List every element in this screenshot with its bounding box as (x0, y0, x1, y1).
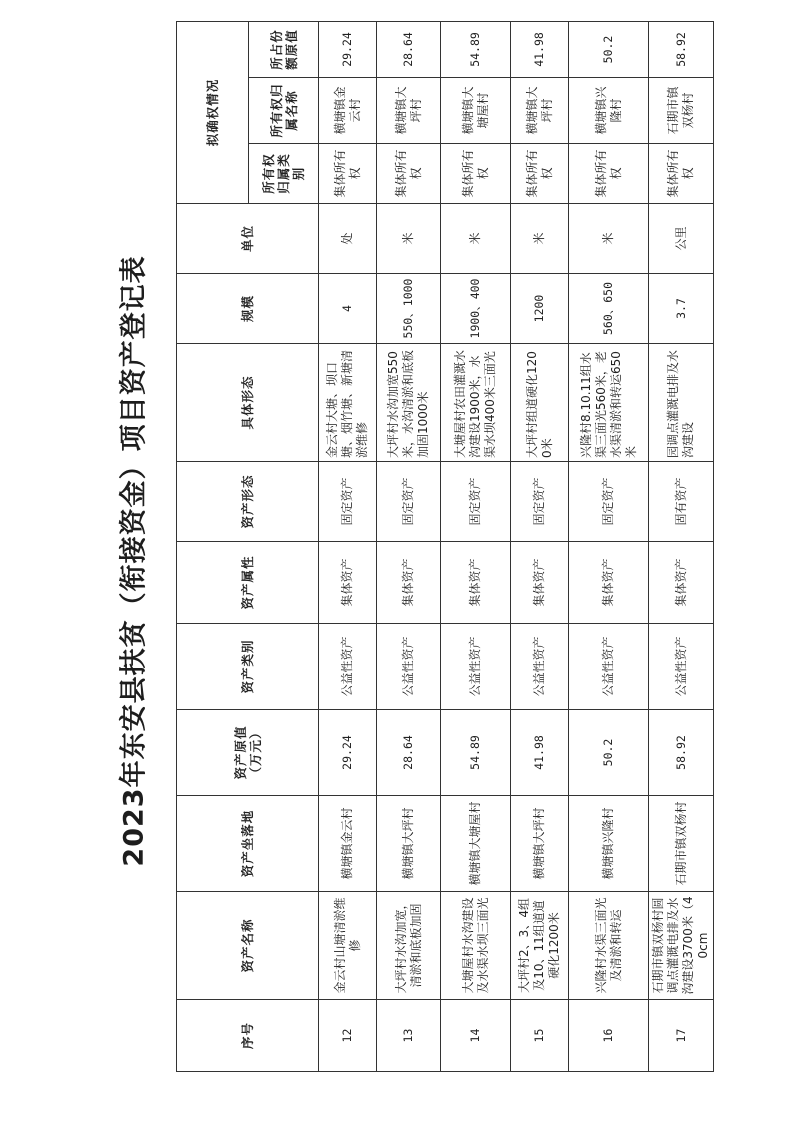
cell-scale: 4 (319, 274, 377, 344)
cell-share: 41.98 (511, 21, 569, 77)
cell-seq: 15 (511, 1000, 569, 1072)
header-value: 资产原值（万元） (177, 710, 319, 796)
cell-owner: 横塘镇大塘屋村 (441, 78, 511, 144)
cell-category: 公益性资产 (319, 624, 377, 710)
header-unit: 单位 (177, 204, 319, 274)
cell-location: 横塘镇大坪村 (377, 796, 441, 892)
cell-specific: 大坪村水沟加宽550米，水沟清淤和底板加固1000米 (377, 344, 441, 462)
cell-location: 横塘镇兴隆村 (569, 796, 649, 892)
header-share: 所占份额原值 (249, 21, 319, 77)
header-form: 资产形态 (177, 462, 319, 542)
cell-unit: 公里 (649, 204, 714, 274)
cell-scale: 1900、400 (441, 274, 511, 344)
cell-owner: 横塘镇大坪村 (511, 78, 569, 144)
cell-category: 公益性资产 (569, 624, 649, 710)
cell-attribute: 集体资产 (569, 542, 649, 624)
cell-own-type: 集体所有权 (511, 144, 569, 204)
cell-owner: 横塘镇金云村 (319, 78, 377, 144)
cell-location: 横塘镇金云村 (319, 796, 377, 892)
cell-unit: 米 (377, 204, 441, 274)
asset-register-table (176, 21, 714, 1072)
cell-scale: 3.7 (649, 274, 714, 344)
cell-attribute: 集体资产 (377, 542, 441, 624)
cell-unit: 米 (441, 204, 511, 274)
table-body (319, 21, 714, 1071)
table-header (177, 21, 319, 1071)
cell-owner: 横塘镇大坪村 (377, 78, 441, 144)
cell-own-type: 集体所有权 (649, 144, 714, 204)
table-row (441, 21, 511, 1071)
cell-name: 石期市镇双杨村圆调点灌溉电排及水沟建设3700米（40cm (649, 892, 714, 1000)
cell-form: 固有资产 (649, 462, 714, 542)
cell-unit: 米 (511, 204, 569, 274)
cell-scale: 550、1000 (377, 274, 441, 344)
cell-seq: 13 (377, 1000, 441, 1072)
table-row (319, 21, 377, 1071)
cell-name: 兴隆村水渠三面光及清淤和转运 (569, 892, 649, 1000)
cell-value: 58.92 (649, 710, 714, 796)
cell-attribute: 集体资产 (441, 542, 511, 624)
cell-share: 28.64 (377, 21, 441, 77)
cell-location: 横塘镇大塘屋村 (441, 796, 511, 892)
cell-value: 28.64 (377, 710, 441, 796)
cell-name: 金云村山塘清淤维修 (319, 892, 377, 1000)
cell-form: 固定资产 (319, 462, 377, 542)
cell-value: 41.98 (511, 710, 569, 796)
cell-share: 54.89 (441, 21, 511, 77)
cell-scale: 560、650 (569, 274, 649, 344)
cell-value: 54.89 (441, 710, 511, 796)
header-attribute: 资产属性 (177, 542, 319, 624)
cell-category: 公益性资产 (441, 624, 511, 710)
cell-own-type: 集体所有权 (569, 144, 649, 204)
cell-value: 29.24 (319, 710, 377, 796)
cell-form: 固定资产 (441, 462, 511, 542)
cell-specific: 大坪村组道硬化1200米 (511, 344, 569, 462)
header-own-type: 所有权归属类别 (249, 144, 319, 204)
cell-name: 大塘屋村水沟建设及水渠水坝三面光 (441, 892, 511, 1000)
cell-name: 大坪村水沟加宽，清淤和底板加固 (377, 892, 441, 1000)
table-row (377, 21, 441, 1071)
cell-own-type: 集体所有权 (441, 144, 511, 204)
cell-location: 横塘镇大坪村 (511, 796, 569, 892)
cell-unit: 米 (569, 204, 649, 274)
cell-scale: 1200 (511, 274, 569, 344)
cell-seq: 14 (441, 1000, 511, 1072)
cell-share: 29.24 (319, 21, 377, 77)
cell-form: 固定资产 (377, 462, 441, 542)
header-location: 资产坐落地 (177, 796, 319, 892)
cell-own-type: 集体所有权 (377, 144, 441, 204)
cell-name: 大坪村2、3、4组及10、11组道道硬化1200米 (511, 892, 569, 1000)
cell-category: 公益性资产 (511, 624, 569, 710)
table-row (511, 21, 569, 1071)
cell-form: 固定资产 (511, 462, 569, 542)
cell-owner: 石期市镇双杨村 (649, 78, 714, 144)
cell-own-type: 集体所有权 (319, 144, 377, 204)
cell-specific: 园调点灌溉电排及水沟建设 (649, 344, 714, 462)
cell-seq: 17 (649, 1000, 714, 1072)
cell-location: 石期市镇双杨村 (649, 796, 714, 892)
table-row (649, 21, 714, 1071)
cell-share: 58.92 (649, 21, 714, 77)
table-row (569, 21, 649, 1071)
cell-category: 公益性资产 (649, 624, 714, 710)
header-ownership-group: 拟确权情况 (177, 21, 249, 203)
cell-share: 50.2 (569, 21, 649, 77)
cell-form: 固定资产 (569, 462, 649, 542)
page-title: 2023年东安县扶贫（衔接资金）项目资产登记表 (118, 255, 150, 867)
header-category: 资产类别 (177, 624, 319, 710)
header-specific: 具体形态 (177, 344, 319, 462)
asset-register-table-wrapper (176, 22, 710, 1072)
header-owner: 所有权归属名称 (249, 78, 319, 144)
cell-unit: 处 (319, 204, 377, 274)
cell-attribute: 集体资产 (319, 542, 377, 624)
cell-specific: 金云村大塘、坝口塘、烟竹塘、新塘清淤维修 (319, 344, 377, 462)
cell-seq: 12 (319, 1000, 377, 1072)
cell-value: 50.2 (569, 710, 649, 796)
cell-specific: 兴隆村8.10.11组水渠三面光560米，老水渠清淤和转运650米 (569, 344, 649, 462)
cell-category: 公益性资产 (377, 624, 441, 710)
header-name: 资产名称 (177, 892, 319, 1000)
cell-attribute: 集体资产 (511, 542, 569, 624)
header-seq: 序号 (177, 1000, 319, 1072)
cell-specific: 大塘屋村农田灌溉水沟建设1900米，水渠水坝400米三面光 (441, 344, 511, 462)
cell-attribute: 集体资产 (649, 542, 714, 624)
header-scale: 规模 (177, 274, 319, 344)
cell-seq: 16 (569, 1000, 649, 1072)
cell-owner: 横塘镇兴隆村 (569, 78, 649, 144)
